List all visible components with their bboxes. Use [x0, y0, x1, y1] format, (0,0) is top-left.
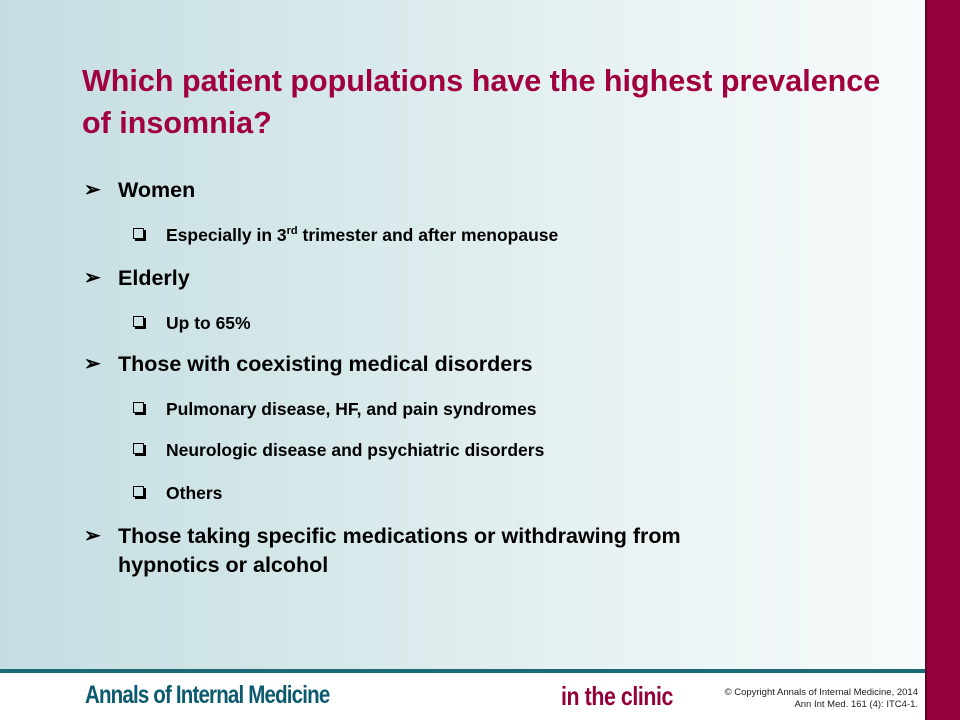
copyright-text: © Copyright Annals of Internal Medicine, 2014 [724, 687, 918, 698]
sub-bullet-text: Pulmonary disease, HF, and pain syndromes [166, 399, 537, 419]
bullet-text: Women [118, 178, 196, 202]
arrow-bullet-icon: ➢ [84, 525, 101, 547]
bullet-text: Those taking specific medications or withdrawing from hypnotics or alcohol [118, 524, 681, 577]
sub-bullet-text: Up to 65% [166, 313, 251, 333]
bullet-text: Those with coexisting medical disorders [118, 352, 533, 376]
series-logo: in the clinic [561, 681, 673, 711]
checkbox-bullet-icon [133, 402, 144, 413]
bullet-text: Elderly [118, 266, 190, 290]
checkbox-bullet-icon [133, 316, 144, 327]
slide-title: Which patient populations have the highest prevalence of insomnia? [82, 64, 881, 140]
sub-bullet-text: Especially in 3rd trimester and after menopause [166, 225, 559, 245]
sub-bullet-text: Neurologic disease and psychiatric disorders [166, 440, 545, 460]
arrow-bullet-icon: ➢ [84, 267, 101, 289]
arrow-bullet-icon: ➢ [84, 353, 101, 375]
sub-bullet-text: Others [166, 483, 223, 503]
journal-logo: Annals of Internal Medicine [85, 681, 330, 709]
citation-text: Ann Int Med. 161 (4): ITC4-1. [794, 699, 918, 710]
copyright-notice [725, 687, 918, 711]
brand-side-bar [927, 0, 960, 720]
arrow-bullet-icon: ➢ [84, 179, 101, 201]
checkbox-bullet-icon [133, 228, 144, 239]
checkbox-bullet-icon [133, 486, 144, 497]
footer-divider [0, 669, 925, 673]
checkbox-bullet-icon [133, 443, 144, 454]
